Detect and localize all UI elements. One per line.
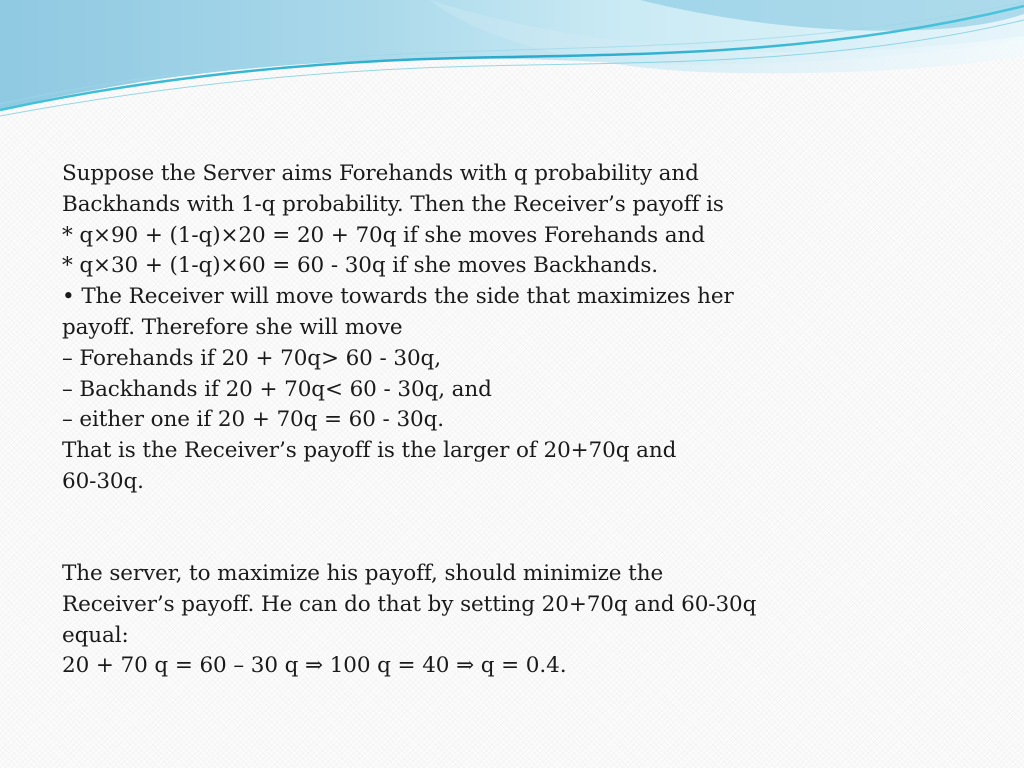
text-line: * q×30 + (1-q)×60 = 60 - 30q if she moves Backhands. [62,253,658,279]
text-line: The server, to maximize his payoff, should minimize the [62,561,664,586]
text-line: Backhands with 1-q probability. Then the Receiver’s payoff is [62,191,724,217]
text-line: 20 + 70 q = 60 – 30 q ⇒ 100 q = 40 ⇒ q = 0.4. [62,653,567,679]
paragraph-payoff-analysis [62,159,782,498]
header-wave-decoration [0,0,1024,120]
text-line: 60-30q. [62,468,144,494]
text-line: equal: [62,622,129,648]
text-line: Suppose the Server aims Forehands with q probability and [62,161,699,186]
text-line: – Backhands if 20 + 70q< 60 - 30q, and [62,376,492,402]
text-line: – either one if 20 + 70q = 60 - 30q. [62,407,445,433]
text-line: * q×90 + (1-q)×20 = 20 + 70q if she moves Forehands and [62,222,705,248]
text-line: Receiver’s payoff. He can do that by setting 20+70q and 60-30q [62,591,757,617]
text-line: – Forehands if 20 + 70q> 60 - 30q, [62,345,441,371]
paragraph-server-strategy [62,559,782,682]
text-line: payoff. Therefore she will move [62,314,403,340]
text-line: That is the Receiver’s payoff is the larger of 20+70q and [62,438,677,464]
text-line: • The Receiver will move towards the side that maximizes her [62,284,734,310]
